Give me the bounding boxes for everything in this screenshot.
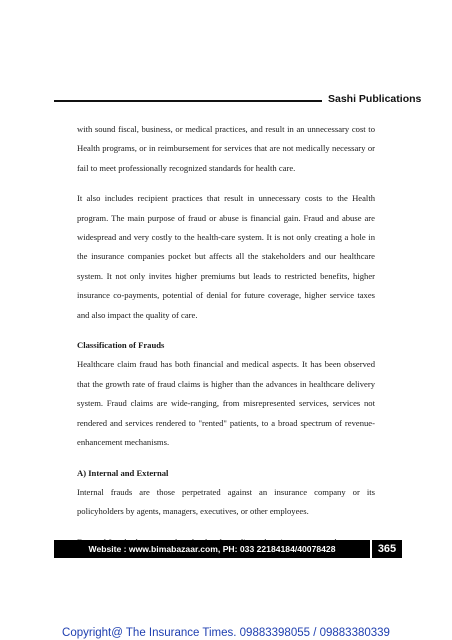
page-content <box>77 120 375 552</box>
footer-website-bar: Website : www.bimabazaar.com, PH: 033 22184184/40078428 <box>54 540 370 558</box>
publisher-name: Sashi Publications <box>328 93 422 105</box>
section-heading-classification: Classification of Frauds <box>77 340 165 351</box>
paragraph-classification: Healthcare claim fraud has both financial and medical aspects. It has been observed that the growth rate of fraud claims is higher than the advances in healthcare delivery system. Fraud claims are wide-ranging, from misrepresented services, services not rendered and services rendered to "rented" patients, to a broad spectrum of revenue-enhancement mechanisms. <box>77 359 375 448</box>
paragraph-internal-frauds: Internal frauds are those perpetrated against an insurance company or its policyholders by agents, managers, executives, or other employees. <box>77 486 375 517</box>
subsection-heading-internal-external: A) Internal and External <box>77 467 169 478</box>
paragraph-continued: with sound fiscal, business, or medical practices, and result in an unnecessary cost to Health programs, or in reimbursement for services that are not medically necessary or fail to meet professionally recognized standards for health care. <box>77 124 375 173</box>
header-rule <box>54 100 322 102</box>
paragraph-recipient-practices: It also includes recipient practices that result in unnecessary costs to the Health program. The main purpose of fraud or abuse is financial gain. Fraud and abuse are widespread and very costly to the health-care system. It is not only creating a hole in the insurance companies pocket but affects all the stakeholders and our healthcare system. It not only invites higher premiums but leads to restricted benefits, higher insurance co-payments, potential of denial for future coverage, higher service taxes and also impact the quality of care. <box>77 193 375 320</box>
page-number: 365 <box>372 540 402 558</box>
copyright-notice: Copyright@ The Insurance Times. 09883398055 / 09883380339 <box>62 627 390 639</box>
